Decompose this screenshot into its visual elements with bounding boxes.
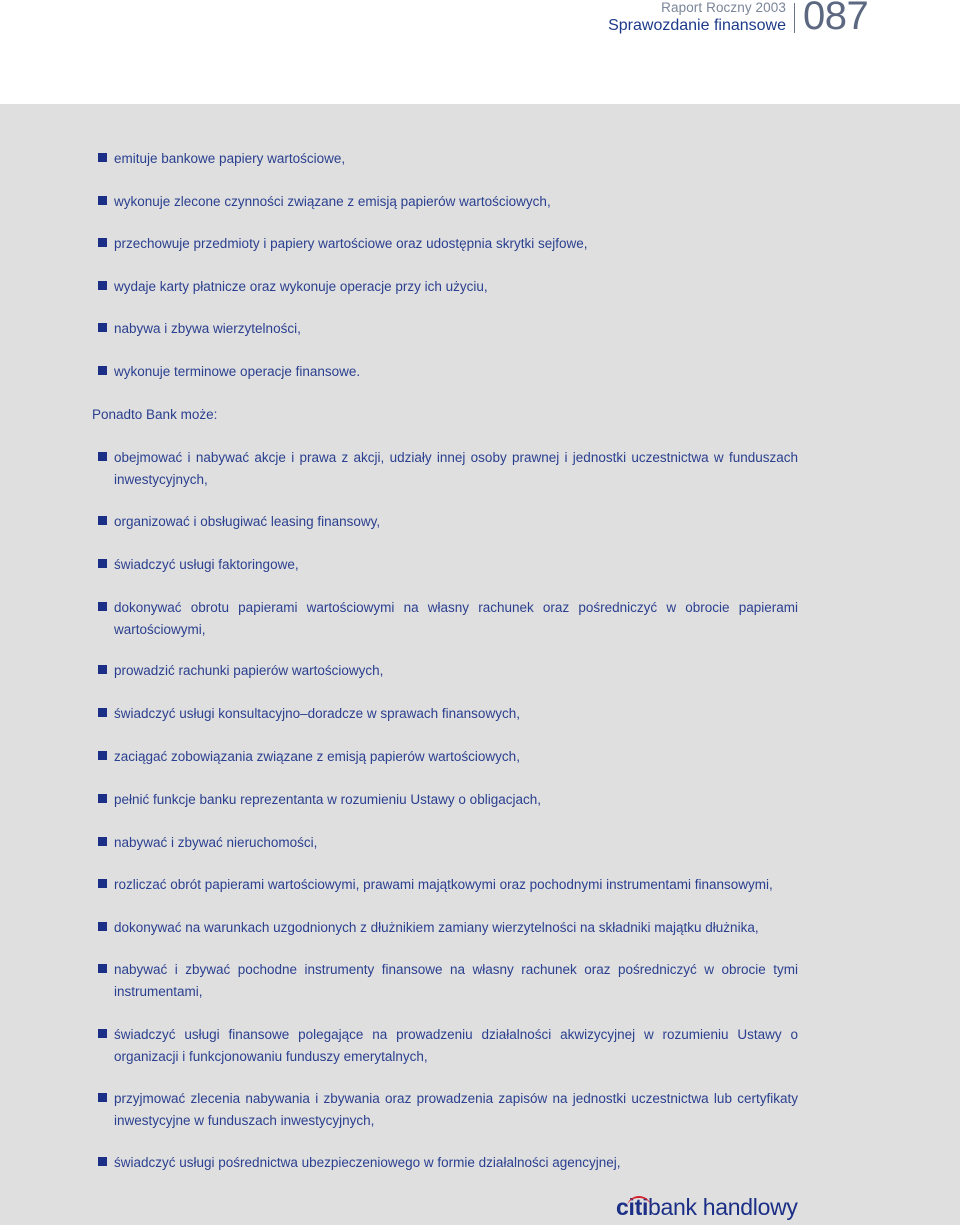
list-item-text: wykonuje terminowe operacje finansowe. [114, 364, 361, 379]
logo-brand-citi: citi [616, 1194, 648, 1220]
list-item-text: nabywać i zbywać nieruchomości, [114, 835, 318, 850]
square-bullet-icon [98, 559, 107, 568]
square-bullet-icon [98, 665, 107, 674]
logo-brand-rest: bank handlowy [648, 1194, 798, 1220]
list-item-text: świadczyć usługi finansowe polegające na prowadzeniu działalności akwizycyjnej w rozumieniu Ustawy o organizacji i funkcjonowaniu funduszy emerytalnych, [114, 1027, 798, 1064]
list-item-text: prowadzić rachunki papierów wartościowych, [114, 663, 384, 678]
square-bullet-icon [98, 281, 107, 290]
list-item-text: świadczyć usługi pośrednictwa ubezpieczeniowego w formie działalności agencyjnej, [114, 1155, 621, 1170]
list-item-text: nabywa i zbywa wierzytelności, [114, 321, 301, 336]
list-item-text: nabywać i zbywać pochodne instrumenty finansowe na własny rachunek oraz pośredniczyć w obrocie tymi instrumentami, [114, 962, 798, 999]
list-item-text: przechowuje przedmioty i papiery wartościowe oraz udostępnia skrytki sejfowe, [114, 236, 588, 251]
square-bullet-icon [98, 153, 107, 162]
square-bullet-icon [98, 366, 107, 375]
square-bullet-icon [98, 1157, 107, 1166]
square-bullet-icon [98, 794, 107, 803]
list-item-text: pełnić funkcje banku reprezentanta w rozumieniu Ustawy o obligacjach, [114, 792, 541, 807]
square-bullet-icon [98, 964, 107, 973]
square-bullet-icon [98, 1029, 107, 1038]
list-item-text: organizować i obsługiwać leasing finansowy, [114, 514, 381, 529]
square-bullet-icon [98, 196, 107, 205]
list-item [98, 917, 798, 939]
list-item [98, 746, 798, 768]
list-item [98, 789, 798, 811]
list-item-text: zaciągać zobowiązania związane z emisją papierów wartościowych, [114, 749, 520, 764]
page-number: 087 [803, 0, 869, 38]
list-item [98, 361, 798, 383]
list-item-text: świadczyć usługi faktoringowe, [114, 557, 299, 572]
list-item [98, 447, 798, 491]
square-bullet-icon [98, 708, 107, 717]
list-item [98, 276, 798, 298]
list-item-text: przyjmować zlecenia nabywania i zbywania oraz prowadzenia zapisów na jednostki uczestnictwa lub certyfikaty inwestycyjne w funduszach inwestycyjnych, [114, 1091, 798, 1128]
list-item-text: rozliczać obrót papierami wartościowymi, prawami majątkowymi oraz pochodnymi instrumentami finansowymi, [114, 877, 773, 892]
square-bullet-icon [98, 1093, 107, 1102]
citibank-handlowy-logo [616, 1192, 798, 1222]
list-item [98, 959, 798, 1003]
list-item [98, 832, 798, 854]
square-bullet-icon [98, 452, 107, 461]
list-item [98, 554, 798, 576]
list-item [98, 233, 798, 255]
header-divider [794, 3, 795, 33]
square-bullet-icon [98, 238, 107, 247]
list-item [98, 703, 798, 725]
header-titles [608, 0, 786, 35]
list-item-text: wykonuje zlecone czynności związane z emisją papierów wartościowych, [114, 194, 551, 209]
list-item-text: obejmować i nabywać akcje i prawa z akcji, udziały innej osoby prawnej i jednostki uczestnictwa w funduszach inwestycyjnych, [114, 450, 798, 487]
list-item-text: emituje bankowe papiery wartościowe, [114, 151, 346, 166]
square-bullet-icon [98, 879, 107, 888]
square-bullet-icon [98, 602, 107, 611]
list-item [98, 1152, 798, 1174]
report-title: Raport Roczny 2003 [661, 0, 786, 15]
intro-paragraph: Ponadto Bank może: [92, 407, 218, 422]
list-item-text: świadczyć usługi konsultacyjno–doradcze w sprawach finansowych, [114, 706, 520, 721]
square-bullet-icon [98, 837, 107, 846]
square-bullet-icon [98, 922, 107, 931]
list-item [98, 1024, 798, 1068]
list-item [98, 148, 798, 170]
list-item-text: wydaje karty płatnicze oraz wykonuje operacje przy ich użyciu, [114, 279, 488, 294]
list-item [98, 874, 798, 896]
list-item [98, 660, 798, 682]
page-header [0, 0, 960, 104]
square-bullet-icon [98, 751, 107, 760]
square-bullet-icon [98, 516, 107, 525]
list-item [98, 191, 798, 213]
section-title: Sprawozdanie finansowe [608, 17, 786, 34]
list-item-text: dokonywać obrotu papierami wartościowymi na własny rachunek oraz pośredniczyć w obrocie papierami wartościowymi, [114, 600, 798, 637]
list-item-text: dokonywać na warunkach uzgodnionych z dłużnikiem zamiany wierzytelności na składniki majątku dłużnika, [114, 920, 759, 935]
square-bullet-icon [98, 323, 107, 332]
list-item [98, 318, 798, 340]
list-item [98, 511, 798, 533]
list-item [98, 597, 798, 641]
list-item [98, 1088, 798, 1132]
